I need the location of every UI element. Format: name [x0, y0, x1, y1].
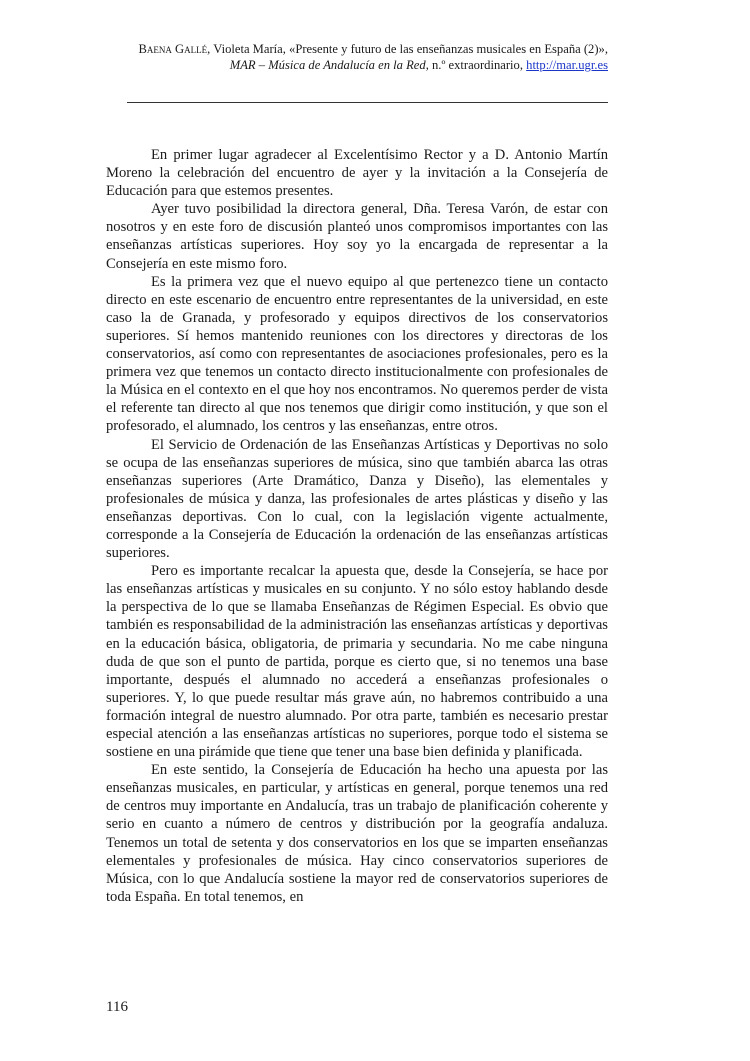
citation-line-2: [106, 57, 608, 73]
journal-link[interactable]: http://mar.ugr.es: [526, 58, 608, 72]
journal-title: MAR – Música de Andalucía en la Red: [229, 58, 426, 72]
paragraph: Ayer tuvo posibilidad la directora general, Dña. Teresa Varón, de estar con nosotros y en este foro de discusión planteó unos compromisos importantes con las enseñanzas artísticas superiores. Hoy soy yo la encargada de representar a la Consejería en este mismo foro.: [106, 201, 608, 272]
citation-text: , Violeta María, «Presente y futuro de las enseñanzas musicales en España (2)»,: [207, 42, 608, 56]
paragraph: En este sentido, la Consejería de Educación ha hecho una apuesta por las enseñanzas musicales, en particular, y artísticas en general, porque tenemos una red de centros muy importante en Andalucía, tras un trabajo de planificación coherente y serio en cuanto a número de centros y distribución por la geografía andaluza. Tenemos un total de setenta y dos conservatorios en los que se imparten enseñanzas elementales y profesionales de música. Hay cinco conservatorios superiores de Música, con lo que Andalucía sostiene la mayor red de conservatorios superiores de toda España. En total tenemos, en: [106, 762, 608, 905]
paragraph: El Servicio de Ordenación de las Enseñanzas Artísticas y Deportivas no solo se ocupa de las enseñanzas superiores de música, sino que también abarca las otras enseñanzas superiores (Arte Dramático, Danza y Diseño), las elementales y profesionales de música y danza, las profesionales de artes plásticas y diseño y las enseñanzas deportivas. Con lo cual, con la legislación vigente actualmente, corresponde a la Consejería de Educación la ordenación de las enseñanzas artísticas superiores.: [106, 436, 608, 562]
header-divider: [127, 102, 608, 103]
issue-text: , n.º extraordinario,: [425, 58, 527, 72]
paragraph: En primer lugar agradecer al Excelentísimo Rector y a D. Antonio Martín Moreno la celebración del encuentro de ayer y la invitación a la Consejería de Educación para que estemos presentes.: [106, 147, 608, 200]
citation-line-1: [106, 41, 608, 57]
page-header: [106, 41, 608, 73]
author-surname: Baena Gallé: [138, 42, 208, 56]
page-number: 116: [106, 999, 128, 1015]
paragraph: Es la primera vez que el nuevo equipo al que pertenezco tiene un contacto directo en este escenario de encuentro entre representantes de la universidad, en este caso la de Granada, y profesorado y equipos directivos de los conservatorios superiores. Sí hemos mantenido reuniones con los directores y directoras de los conservatorios, así como con representantes de asociaciones profesionales, pero es la primera vez que tenemos un contacto directo institucionalmente con profesionales de la Música en el contexto en el que hoy nos encontramos. No queremos perder de vista el referente tan directo al que nos tenemos que dirigir como institución, y que son el profesorado, el alumnado, los centros y las enseñanzas, entre otros.: [106, 273, 608, 435]
paragraph: Pero es importante recalcar la apuesta que, desde la Consejería, se hace por las enseñanzas artísticas y musicales en su conjunto. Y no sólo estoy hablando desde la perspectiva de lo que se llamaba Enseñanzas de Régimen Especial. Es obvio que también es responsabilidad de la administración las enseñanzas artísticas y deportivas en la educación básica, obligatoria, de primaria y secundaria. No me cabe ninguna duda de que son el punto de partida, porque es cierto que, si no tenemos una base importante, después el alumnado no accederá a enseñanzas profesionales o superiores. Y, lo que puede resultar más grave aún, no habremos contribuido a una formación integral de nuestro alumnado. Por otra parte, también es necesario prestar especial atención a las enseñanzas artísticas no superiores, porque todo el sistema se sostiene en una pirámide que tiene que tener una base bien definida y planificada.: [106, 563, 608, 761]
article-body: [106, 146, 608, 906]
